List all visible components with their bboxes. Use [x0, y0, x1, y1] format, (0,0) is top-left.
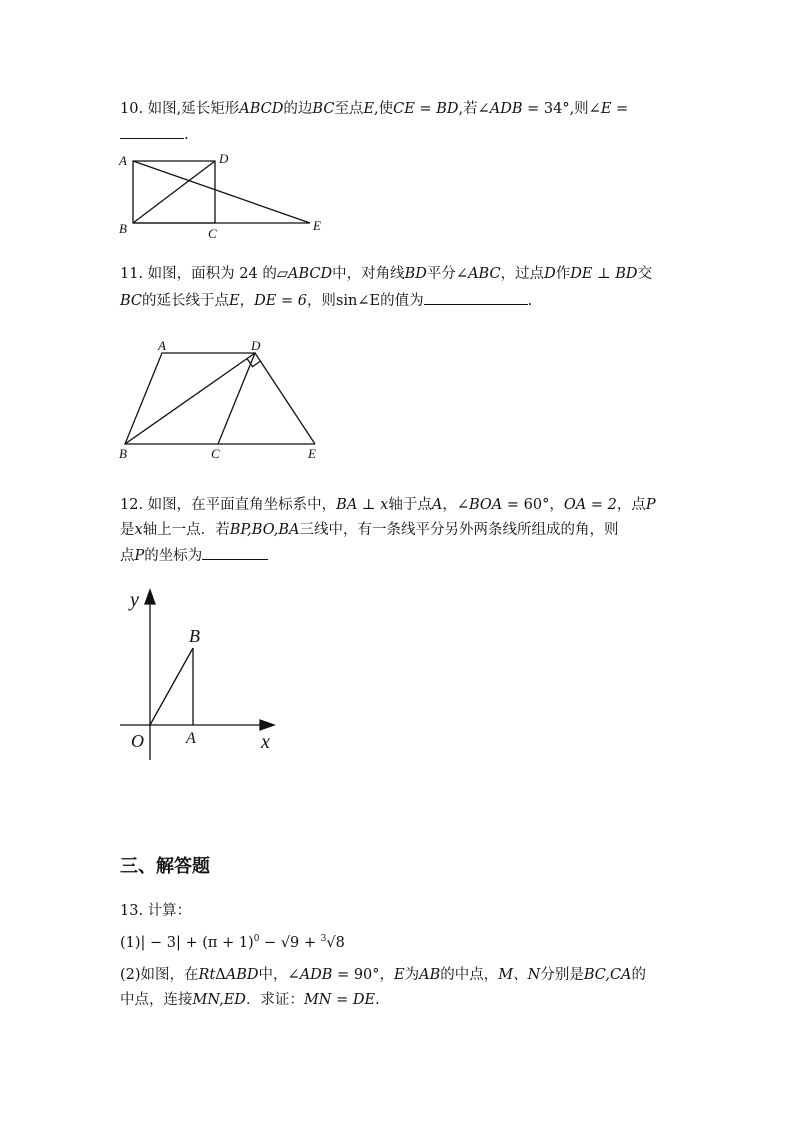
segment-ob: [150, 648, 193, 725]
label-x: x: [261, 731, 270, 753]
parallelogram-icon: ▱: [276, 266, 288, 282]
label-d: D: [219, 151, 229, 166]
q11-line2: BC的延长线于点E，DE = 6，则sin∠E的值为 .: [120, 290, 532, 311]
label-a: A: [119, 153, 127, 168]
label-a: A: [158, 338, 166, 353]
q13-part1: $(1)| - 3| + (\pi + 1)^0 - √9 + ^3√8$: [120, 934, 345, 951]
q13-part2-line2: 中点，连接MN,ED．求证：MN = DE.: [120, 992, 380, 1008]
y-axis-arrow-icon: [145, 590, 155, 604]
label-y: y: [130, 589, 139, 611]
label-a: A: [186, 730, 196, 747]
label-b: B: [119, 221, 127, 236]
x-axis-arrow-icon: [260, 720, 274, 730]
label-c: C: [211, 446, 220, 461]
label-b: B: [189, 626, 200, 646]
label-c: C: [208, 226, 217, 241]
label-d: D: [251, 338, 261, 353]
label-e: E: [308, 446, 316, 461]
q13-title: 13. 计算：: [120, 903, 192, 919]
q12-line2: 是x轴上一点．若BP,BO,BA三线中，有一条线平分另外两条线所组成的角，则: [120, 522, 619, 538]
q13-part2-line1: (2)如图，在RtΔABD中，∠ADB = 90°，E为AB的中点，M、N分别是BC,CA的: [120, 967, 647, 983]
q10-line1: 10. 如图,延长矩形ABCD的边BC至点E,使CE = BD,若∠ADB = 34°,则∠E =: [120, 101, 629, 117]
label-b: B: [119, 446, 127, 461]
q12-line1: 12. 如图，在平面直角坐标系中，BA ⊥ x轴于点A，∠BOA = 60°，OA = 2，点P: [120, 497, 656, 513]
q12-line3: 点P的坐标为: [120, 545, 268, 566]
section-title: 三、解答题: [120, 856, 210, 877]
q10-line2: .: [120, 124, 189, 145]
q11-line1: 11. 如图，面积为 24 的▱ABCD中，对角线BD平分∠ABC，过点D作DE ⊥ BD交: [120, 266, 653, 282]
label-e: E: [313, 218, 321, 233]
q10-number: 10.: [120, 101, 144, 117]
label-o: O: [131, 731, 144, 751]
